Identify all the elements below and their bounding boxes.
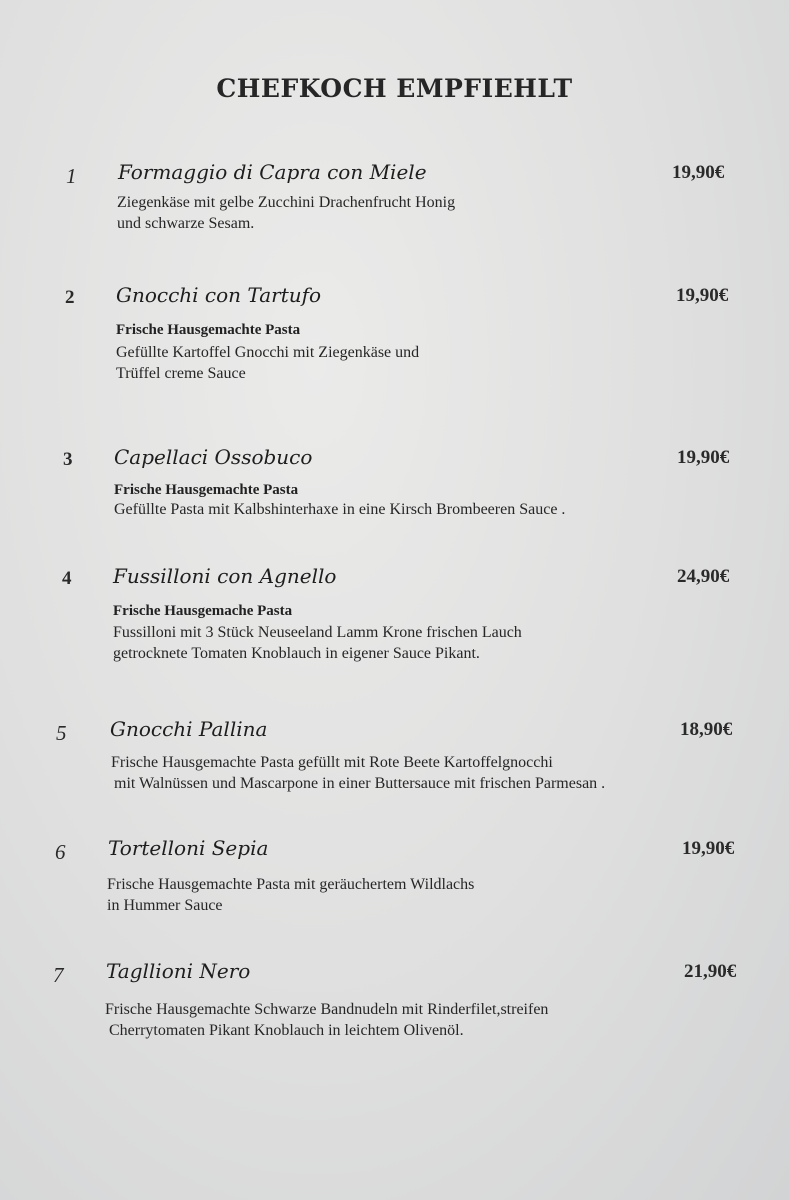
item-price: 19,90€ (676, 285, 729, 306)
item-name: Capellaci Ossobuco (114, 445, 313, 469)
description-line: Frische Hausgemachte Pasta gefüllt mit Rote Beete Kartoffelgnocchi (111, 754, 553, 771)
description-line: Fussilloni mit 3 Stück Neuseeland Lamm Krone frischen Lauch (113, 624, 522, 641)
description-line: Cherrytomaten Pikant Knoblauch in leichtem Olivenöl. (109, 1022, 464, 1039)
item-price: 19,90€ (682, 838, 735, 859)
item-subtitle: Frische Hausgemachte Pasta (114, 482, 299, 498)
description-line: Frische Hausgemachte Pasta mit geräuchertem Wildlachs (107, 876, 475, 893)
item-name: Gnocchi con Tartufo (116, 283, 322, 307)
item-subtitle: Frische Hausgemachte Pasta (116, 322, 301, 338)
item-number: 4 (62, 568, 72, 589)
item-number: 7 (53, 963, 64, 987)
item-name: Fussilloni con Agnello (113, 564, 337, 588)
item-price: 19,90€ (672, 162, 725, 183)
description-line: und schwarze Sesam. (117, 215, 255, 232)
item-price: 19,90€ (677, 447, 730, 468)
item-name: Tagllioni Nero (106, 959, 251, 983)
item-subtitle: Frische Hausgemache Pasta (113, 603, 293, 619)
item-description (113, 622, 522, 664)
item-number: 1 (66, 164, 77, 188)
description-line: Trüffel creme Sauce (116, 365, 246, 382)
description-line: Frische Hausgemachte Schwarze Bandnudeln mit Rinderfilet,streifen (105, 1001, 549, 1018)
item-number: 6 (55, 840, 66, 864)
item-price: 18,90€ (680, 719, 733, 740)
menu-title: CHEFKOCH EMPFIEHLT (216, 74, 573, 103)
description-line: getrocknete Tomaten Knoblauch in eigener Sauce Pikant. (113, 645, 480, 662)
description-line: Gefüllte Pasta mit Kalbshinterhaxe in eine Kirsch Brombeeren Sauce . (114, 501, 566, 518)
item-number: 2 (65, 287, 75, 308)
item-name: Gnocchi Pallina (110, 717, 268, 741)
item-name: Formaggio di Capra con Miele (118, 160, 427, 184)
item-number: 5 (56, 721, 67, 745)
item-description (111, 752, 605, 794)
item-price: 21,90€ (684, 961, 737, 982)
description-line: in Hummer Sauce (107, 897, 223, 914)
item-description (107, 874, 474, 916)
item-number: 3 (63, 449, 73, 470)
item-name: Tortelloni Sepia (108, 836, 269, 860)
item-description (105, 999, 548, 1041)
description-line: mit Walnüssen und Mascarpone in einer Buttersauce mit frischen Parmesan . (114, 775, 606, 792)
item-description (114, 499, 565, 520)
item-description (116, 342, 419, 384)
description-line: Ziegenkäse mit gelbe Zucchini Drachenfrucht Honig (117, 194, 456, 211)
item-description (117, 192, 455, 234)
description-line: Gefüllte Kartoffel Gnocchi mit Ziegenkäse und (116, 344, 420, 361)
item-price: 24,90€ (677, 566, 730, 587)
